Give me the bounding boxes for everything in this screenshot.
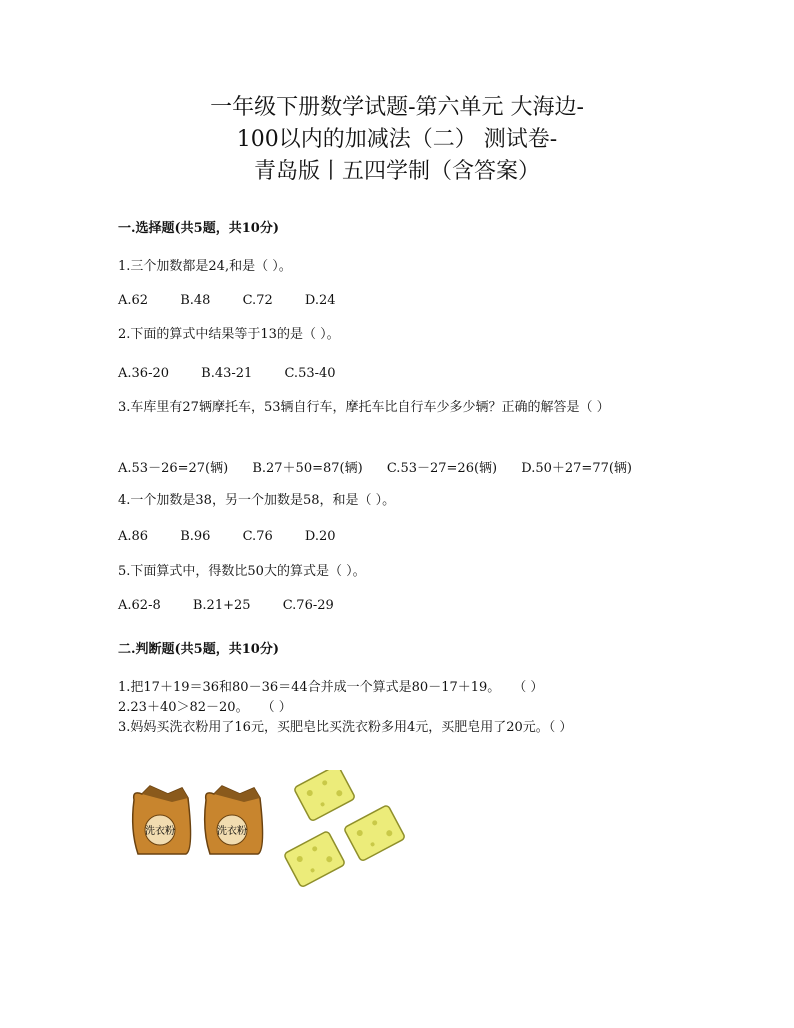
detergent-bag-icon — [205, 786, 263, 854]
option: C.53－27=26(辆) — [386, 461, 498, 476]
option: A.36-20 — [118, 366, 169, 381]
question-4: 4.一个加数是38，另一个加数是58，和是（ ）。 — [118, 493, 396, 508]
document-title — [0, 92, 794, 188]
question-5-options — [118, 598, 362, 613]
question-2: 2.下面的算式中结果等于13的是（ ）。 — [118, 327, 340, 342]
option: D.50＋27=77(辆) — [521, 461, 633, 476]
section-heading-choice: 一.选择题(共5题，共10分) — [118, 221, 279, 236]
title-line-3: 青岛版丨五四学制（含答案） — [253, 159, 540, 184]
option: C.76 — [242, 529, 273, 544]
question-3-options — [118, 457, 652, 476]
detergent-bag-icon — [133, 786, 191, 854]
illustration-soap-and-detergent — [128, 770, 428, 890]
option: A.86 — [118, 529, 149, 544]
option: B.27＋50=87(辆) — [252, 461, 363, 476]
judgement-3: 3.妈妈买洗衣粉用了16元，买肥皂比买洗衣粉多用4元，买肥皂用了20元。（ ） — [118, 720, 573, 735]
option: C.72 — [242, 293, 273, 308]
bag-label: 洗衣粉 — [217, 826, 247, 837]
title-line-1: 一年级下册数学试题-第六单元 大海边- — [210, 95, 584, 120]
option: D.24 — [304, 293, 336, 308]
option: B.43-21 — [201, 366, 253, 381]
option: B.21+25 — [192, 598, 251, 613]
question-1: 1.三个加数都是24,和是（ ）。 — [118, 259, 292, 274]
title-line-2: 100以内的加减法（二） 测试卷- — [236, 127, 558, 152]
soap-bar-icon — [344, 805, 406, 862]
question-3: 3.车库里有27辆摩托车，53辆自行车，摩托车比自行车少多少辆？正确的解答是（ ） — [118, 400, 610, 415]
option: C.76-29 — [282, 598, 334, 613]
bag-label: 洗衣粉 — [145, 826, 175, 837]
judgement-2: 2.23＋40＞82－20。 （ ） — [118, 700, 292, 715]
option: A.62-8 — [118, 598, 161, 613]
soap-bar-icon — [294, 770, 356, 822]
option: A.62 — [118, 293, 149, 308]
soap-bar-icon — [284, 831, 346, 888]
option: C.53-40 — [284, 366, 336, 381]
option: A.53－26=27(辆) — [118, 461, 229, 476]
option: B.96 — [180, 529, 211, 544]
question-1-options — [118, 293, 364, 308]
option: B.48 — [180, 293, 211, 308]
section-heading-judgement: 二.判断题(共5题，共10分) — [118, 642, 279, 657]
option: D.20 — [304, 529, 336, 544]
question-2-options — [118, 366, 364, 381]
question-4-options — [118, 529, 364, 544]
judgement-1: 1.把17＋19＝36和80－36＝44合并成一个算式是80－17＋19。 （ ） — [118, 680, 544, 695]
question-5: 5.下面算式中，得数比50大的算式是（ ）。 — [118, 564, 366, 579]
